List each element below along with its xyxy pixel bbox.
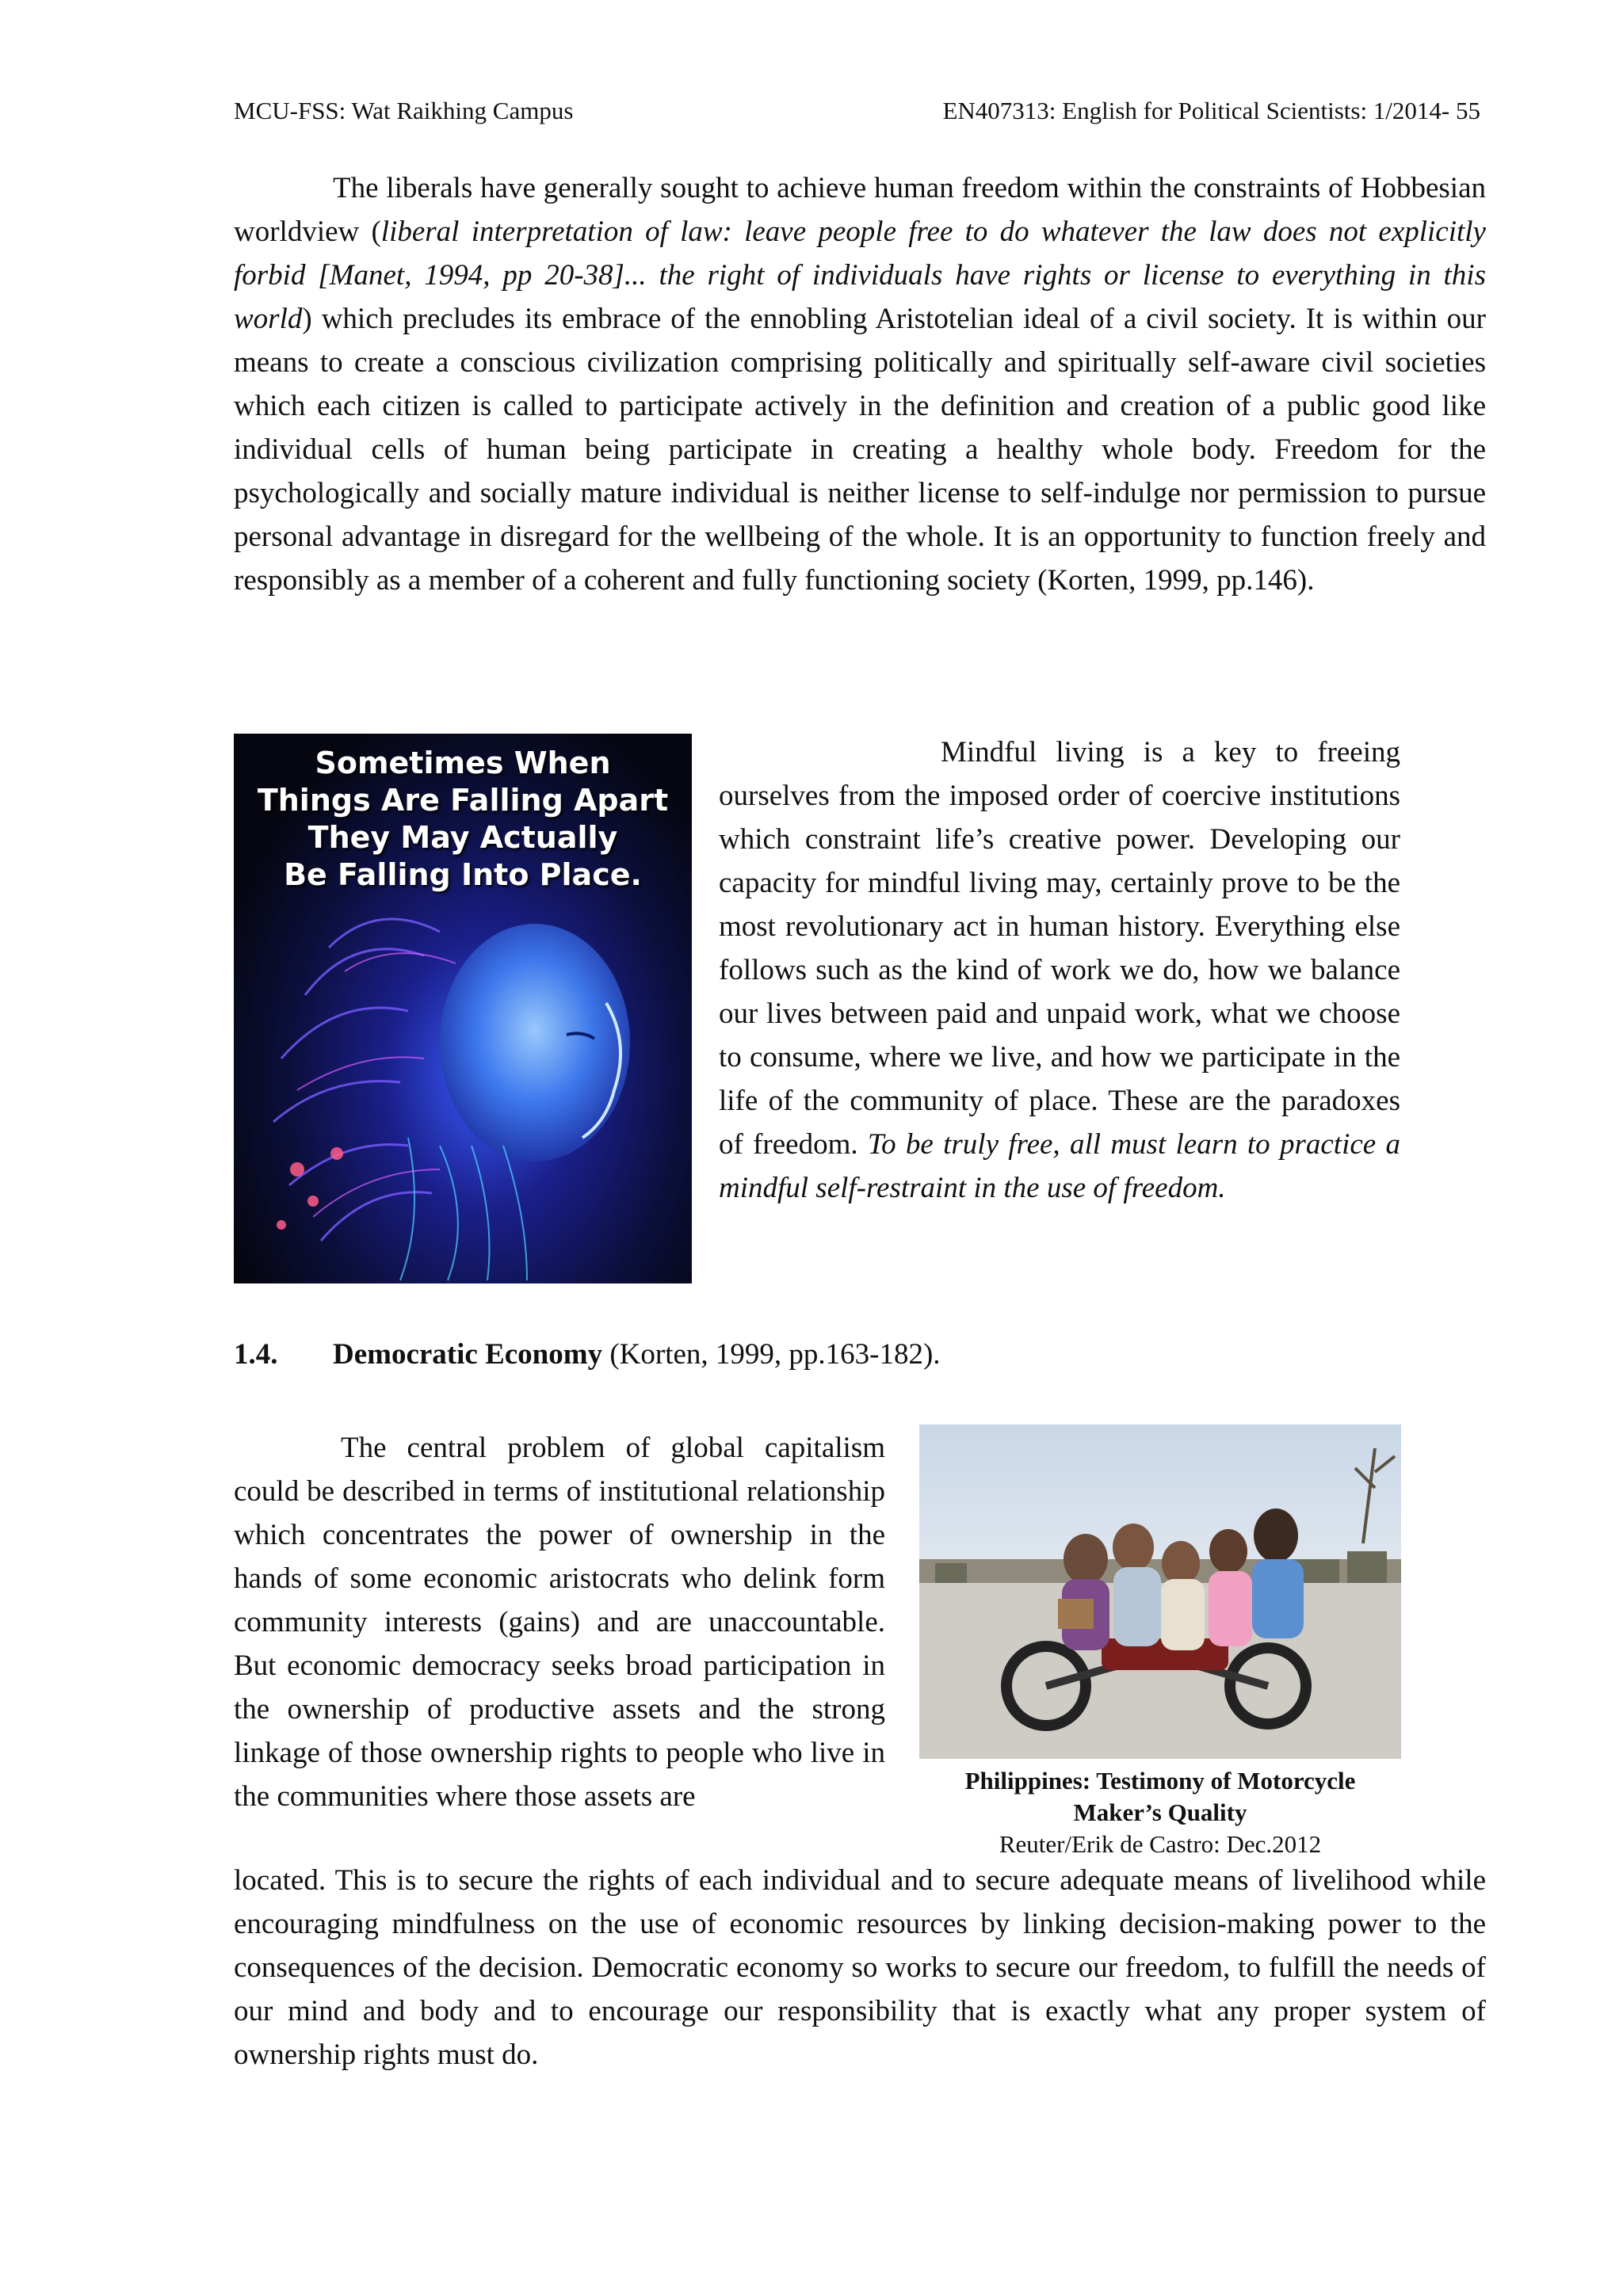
page-header [234, 95, 1480, 127]
p2-text: Mindful living is a key to freeing ourselves from the imposed order of coercive institutions which constraint life’s creative power. Developing our capacity for mindful living may, certainly prove to be the most revolutionary act in human history. Everything else follows such as the kind of work we do, how we balance our lives between paid and unpaid work, what we choose to consume, where we live, and how we participate in the life of the community of place. These are the paradoxes of freedom. [719, 736, 1400, 1161]
paragraph-mindful-living [719, 730, 1400, 1210]
paragraph-liberal-freedom [234, 166, 1486, 602]
section-heading [234, 1333, 1486, 1376]
caption-credit: Reuter/Erik de Castro: Dec.2012 [999, 1830, 1322, 1858]
poster-artwork [234, 884, 692, 1283]
poster-caption: Sometimes When Things Are Falling Apart They May Actually Be Falling Into Place. [257, 746, 669, 892]
section-citation: (Korten, 1999, pp.163-182). [602, 1338, 941, 1371]
p1-italic: liberal interpretation of law: leave people free to do whatever the law does not explicitly forbid [Manet, 1994, pp 20-38]... the right of individuals have rights or license to everything in this world [234, 215, 1486, 335]
header-left: MCU-FSS: Wat Raikhing Campus [234, 97, 574, 124]
caption-title: Philippines: Testimony of Motorcycle Maker’s Quality [964, 1767, 1356, 1826]
header-right: EN407313: English for Political Scientists: 1/2014- 55 [942, 97, 1480, 124]
photo-caption [919, 1765, 1401, 1860]
photo-scene [919, 1425, 1401, 1759]
motorcycle-photo [919, 1425, 1401, 1759]
p2-italic: To be truly free, all must learn to practice a mindful self-restraint in the use of freedom. [719, 1128, 1400, 1204]
paragraph-global-capitalism: The central problem of global capitalism could be described in terms of institutional relationship which concentrates the power of ownership in the hands of some economic aristocrats who delink form community interests (gains) and are unaccountable. But economic democracy seeks broad participation in the ownership of productive assets and the strong linkage of those ownership rights to people who live in the communities where those assets are [234, 1432, 885, 1813]
p1-text-b: ) which precludes its embrace of the ennobling Aristotelian ideal of a civil society. It is within our means to create a conscious civilization comprising politically and spiritually self-aware civil societies which each citizen is called to participate actively in the definition and creation of a public good like individual cells of human being participate in creating a healthy whole body. Freedom for the psychologically and socially mature individual is neither license to self-indulge nor permission to pursue personal advantage in disregard for the wellbeing of the whole. It is an opportunity to function freely and responsibly as a member of a coherent and fully functioning society (Korten, 1999, pp.146). [234, 303, 1486, 597]
poster-image [234, 734, 692, 1283]
paragraph-democratic-economy: located. This is to secure the rights of each individual and to secure adequate means of livelihood while encouraging mindfulness on the use of economic resources by linking decision-making power to the consequences of the decision. Democratic economy so works to secure our freedom, to fulfill the needs of our mind and body and to encourage our responsibility that is exactly what any proper system of ownership rights must do. [234, 1864, 1486, 2071]
section-title: Democratic Economy [333, 1338, 603, 1371]
section-number: 1.4. [234, 1338, 278, 1371]
p1-text-a: The liberals have generally sought to achieve human freedom within the constraints of Hobbesian worldview ( [234, 172, 1486, 248]
